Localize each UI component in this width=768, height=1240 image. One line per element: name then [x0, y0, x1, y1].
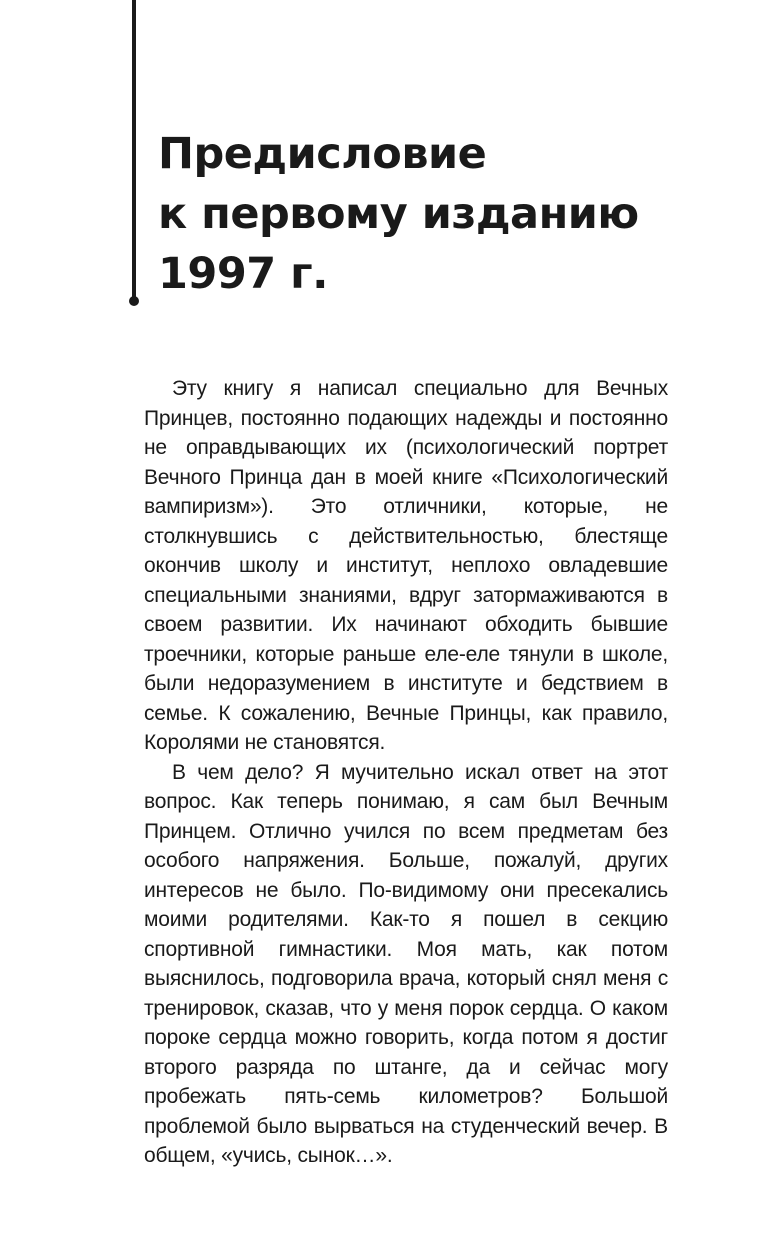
chapter-title-line-1: Предисловие [158, 129, 487, 179]
paragraph-2: В чем дело? Я мучительно искал ответ на этот вопрос. Как теперь понимаю, я сам был Вечным Принцем. Отлично учился по всем предметам без особого напряжения. Больше, пожалуй, других интересов не было. По-видимому они пресекались моими родителями. Как-то я пошел в секцию спортивной гимнастики. Моя мать, как потом выяснилось, подговорила врача, который снял меня с тренировок, сказав, что у меня порок сердца. О каком пороке сердца можно говорить, когда потом я достиг второго разряда по штанге, да и сейчас могу пробежать пять-семь километров? Большой проблемой было вырваться на студенческий вечер. В общем, «учись, сынок…». [144, 760, 668, 1167]
rule-end-dot [129, 296, 139, 306]
vertical-rule [132, 0, 136, 300]
chapter-title-line-3: 1997 г. [158, 249, 328, 299]
paragraph-1: Эту книгу я написал специально для Вечных Принцев, постоянно подающих надежды и постоянно не оправдывающих их (психологический портрет Вечного Принца дан в моей книге «Психологический вампиризм»). Это отличники, которые, не столкнувшись с действительностью, блестяще окончив школу и институт, неплохо овладевшие специальными знаниями, вдруг затормаживаются в своем развитии. Их начинают обходить бывшие троечники, которые раньше еле-еле тянули в школе, были недоразумением в институте и бедствием в семье. К сожалению, Вечные Принцы, как правило, Королями не становятся. [144, 377, 668, 754]
body-text [144, 374, 668, 1171]
chapter-title-line-2: к первому изданию [158, 189, 639, 239]
chapter-title [158, 124, 718, 304]
